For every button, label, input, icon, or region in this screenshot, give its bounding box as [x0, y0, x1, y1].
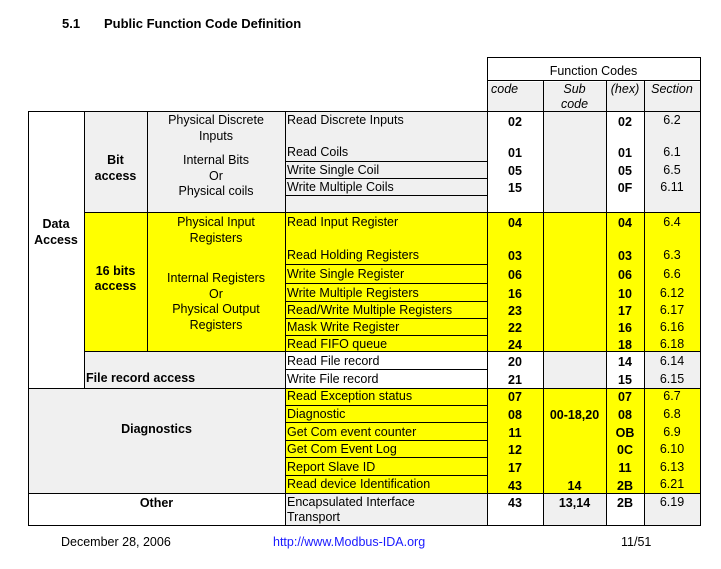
row-section: 6.4: [663, 215, 681, 229]
row-code: 21: [508, 373, 522, 387]
subgroup-internal-regs-3: Physical Output: [172, 302, 260, 316]
row-hex: 11: [618, 461, 632, 475]
row-name: Write Multiple Registers: [287, 286, 419, 300]
row-section: 6.18: [659, 337, 685, 351]
row-hex: 05: [618, 164, 632, 178]
header-code: code: [491, 82, 519, 96]
row-name: Read Holding Registers: [287, 248, 420, 262]
row-section: 6.6: [663, 267, 681, 281]
row-section: 6.13: [659, 460, 685, 474]
row-code: 05: [508, 164, 522, 178]
row-code: 15: [508, 181, 522, 195]
row-name: Write File record: [287, 372, 379, 386]
subgroup-internal-bits-2: Or: [209, 169, 223, 183]
row-code: 07: [508, 390, 522, 404]
row-hex: 17: [618, 304, 632, 318]
row-code: 43: [508, 496, 522, 510]
row-name: Get Com Event Log: [287, 442, 397, 456]
row-section: 6.12: [659, 286, 685, 300]
group-bit-access-1: Bit: [107, 153, 124, 167]
row-code: 20: [508, 355, 522, 369]
row-code: 17: [508, 461, 522, 475]
row-hex: OB: [615, 426, 635, 440]
row-section: 6.9: [663, 425, 681, 439]
subgroup-physical-discrete-2: Inputs: [198, 129, 234, 143]
row-hex: 18: [618, 338, 632, 352]
row-name: Diagnostic: [287, 407, 346, 421]
row-section: 6.11: [660, 180, 684, 194]
row-hex: 04: [618, 216, 632, 230]
row-section: 6.17: [659, 303, 685, 317]
row-code: 01: [508, 146, 522, 160]
row-section: 6.3: [663, 248, 681, 262]
footer-page-number: 11/51: [621, 535, 652, 549]
row-code: 22: [508, 321, 522, 335]
row-section: 6.10: [659, 442, 685, 456]
row-name: Read Discrete Inputs: [287, 113, 404, 127]
fill-file-sub: [543, 351, 606, 388]
section-title: Public Function Code Definition: [104, 16, 302, 31]
row-name: Read Input Register: [287, 215, 399, 229]
row-hex: 10: [618, 287, 632, 301]
row-sub: 13,14: [558, 496, 591, 510]
group-data-access-2: Access: [34, 233, 78, 247]
header-hex: (hex): [610, 82, 640, 96]
row-section: 6.19: [659, 495, 685, 509]
row-sub: 14: [567, 479, 582, 493]
header-function-codes: Function Codes: [549, 64, 638, 78]
row-code: 23: [508, 304, 522, 318]
row-name: Write Multiple Coils: [287, 180, 394, 194]
row-name: Read Exception status: [287, 389, 413, 403]
subgroup-physical-input-2: Registers: [189, 231, 243, 245]
row-code: 06: [508, 268, 522, 282]
group-diagnostics: Diagnostics: [121, 422, 192, 436]
subgroup-internal-bits-1: Internal Bits: [182, 153, 249, 167]
row-name: Write Single Register: [287, 267, 405, 281]
row-hex: 02: [618, 115, 632, 129]
row-code: 04: [508, 216, 522, 230]
group-16bits-access-2: access: [94, 279, 137, 293]
row-section: 6.8: [663, 407, 681, 421]
row-hex: 15: [618, 373, 632, 387]
section-number: 5.1: [62, 16, 81, 31]
row-name: Encapsulated Interface: [287, 495, 415, 509]
row-code: 24: [508, 338, 522, 352]
row-name: Read/Write Multiple Registers: [287, 303, 453, 317]
row-section: 6.7: [663, 389, 681, 403]
header-sub-1: Sub: [563, 82, 586, 96]
row-code: 02: [508, 115, 522, 129]
row-hex: 0F: [617, 181, 633, 195]
row-section: 6.1: [663, 145, 681, 159]
row-name: Write Single Coil: [287, 163, 380, 177]
subgroup-internal-regs-2: Or: [209, 287, 223, 301]
row-name: Read File record: [287, 354, 380, 368]
row-name: Get Com event counter: [287, 425, 417, 439]
row-hex: 03: [618, 249, 632, 263]
subgroup-internal-bits-3: Physical coils: [178, 184, 254, 198]
row-name: Report Slave ID: [287, 460, 376, 474]
group-data-access-1: Data: [42, 217, 70, 231]
row-hex: 2B: [617, 479, 633, 493]
row-code: 08: [508, 408, 522, 422]
row-section: 6.2: [663, 113, 681, 127]
row-code: 43: [508, 479, 522, 493]
group-other: Other: [139, 496, 174, 510]
fill-bit-sub: [543, 111, 606, 212]
subgroup-physical-discrete-1: Physical Discrete: [168, 113, 264, 127]
fill-diag-group: [28, 388, 285, 493]
row-name: Mask Write Register: [287, 320, 400, 334]
row-hex: 06: [618, 268, 632, 282]
footer-url-link[interactable]: http://www.Modbus-IDA.org: [273, 535, 426, 549]
row-name-continued: Transport: [287, 510, 341, 524]
group-16bits-access-1: 16 bits: [95, 264, 136, 278]
group-file-record-access: File record access: [86, 371, 196, 385]
row-hex: 07: [618, 390, 632, 404]
row-hex: 0C: [617, 443, 633, 457]
row-hex: 01: [618, 146, 632, 160]
row-name: Read Coils: [287, 145, 349, 159]
row-code: 16: [508, 287, 522, 301]
subgroup-physical-input-1: Physical Input: [177, 215, 255, 229]
fill-16bits-sub: [543, 212, 606, 351]
row-name: Read FIFO queue: [287, 337, 388, 351]
subgroup-internal-regs-1: Internal Registers: [167, 271, 265, 285]
row-hex: 08: [618, 408, 632, 422]
subgroup-internal-regs-4: Registers: [189, 318, 243, 332]
row-name: Read device Identification: [287, 477, 431, 491]
group-bit-access-2: access: [94, 169, 137, 183]
row-section: 6.16: [659, 320, 685, 334]
row-section: 6.5: [663, 163, 681, 177]
row-code: 03: [508, 249, 522, 263]
row-hex: 16: [618, 321, 632, 335]
row-code: 11: [508, 426, 522, 440]
header-section: Section: [651, 82, 693, 96]
row-sub: 00-18,20: [549, 408, 600, 422]
row-hex: 2B: [617, 496, 633, 510]
row-code: 12: [508, 443, 522, 457]
row-section: 6.14: [659, 354, 685, 368]
row-section: 6.15: [659, 372, 685, 386]
row-hex: 14: [618, 355, 632, 369]
row-section: 6.21: [659, 477, 685, 491]
header-sub-2: code: [560, 97, 589, 111]
footer-date: December 28, 2006: [61, 535, 171, 549]
